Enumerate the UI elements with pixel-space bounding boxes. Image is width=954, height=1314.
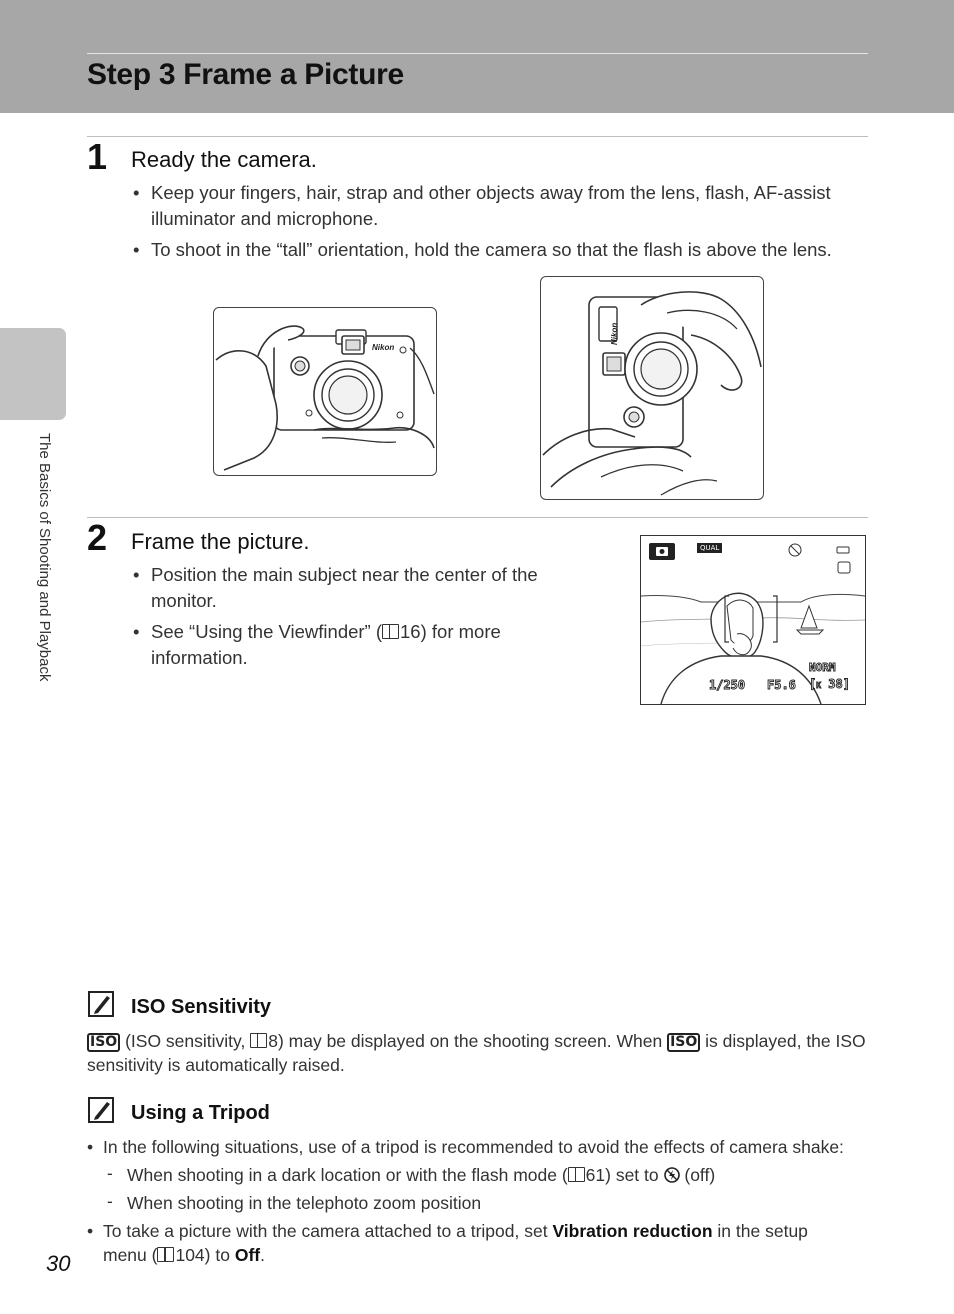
book-ref-icon xyxy=(250,1033,267,1048)
bullet-dot: • xyxy=(87,1137,94,1157)
dash-marker: - xyxy=(107,1163,113,1183)
vertical-grip-illustration xyxy=(540,276,764,500)
tripod-dash-1-ref: 61 xyxy=(585,1165,606,1185)
step1-bullet-2 xyxy=(133,237,866,263)
tripod-bullet-2-line2-mid: ) to xyxy=(204,1245,230,1265)
iso-note-text-4: sensitivity is automatically raised. xyxy=(87,1055,345,1075)
step2-number: 2 xyxy=(87,517,108,558)
iso-note-line1 xyxy=(87,1029,867,1053)
tripod-bullet-2-mid: in the setup xyxy=(717,1221,808,1241)
iso-note-title: ISO Sensitivity xyxy=(131,996,272,1018)
iso-note-text-1: (ISO sensitivity, xyxy=(125,1031,246,1051)
tripod-bullet-1-text: In the following situations, use of a tripod is recommended to avoid the effects of camera shake: xyxy=(103,1137,844,1157)
tripod-bullet-2-line2-pre: menu ( xyxy=(103,1245,158,1265)
section-tab xyxy=(0,328,66,420)
tripod-dash-1-pre: When shooting in a dark location or with the flash mode ( xyxy=(127,1165,568,1185)
note-pencil-icon xyxy=(88,1097,114,1123)
header-rule xyxy=(87,53,868,54)
tripod-note-title: Using a Tripod xyxy=(131,1102,270,1124)
step1-bullet-1 xyxy=(133,180,861,232)
flash-off-icon xyxy=(664,1167,680,1183)
tripod-bullet-2-end: . xyxy=(260,1245,265,1265)
iso-note-ref: 8 xyxy=(268,1031,278,1051)
vibration-reduction-term: Vibration reduction xyxy=(552,1221,713,1241)
camera-brand-label-vertical: Nikon xyxy=(610,322,619,345)
step2-title: Frame the picture. xyxy=(131,529,310,554)
page-number: 30 xyxy=(46,1251,71,1276)
step1-bullet-1-text: Keep your fingers, hair, strap and other objects away from the lens, flash, AF-assist illuminator and microphone. xyxy=(151,182,831,229)
horizontal-grip-drawing xyxy=(214,308,436,475)
page-header xyxy=(0,0,954,113)
iso-note-text-2: ) may be displayed on the shooting screen. When xyxy=(277,1031,663,1051)
monitor-display-illustration xyxy=(640,535,866,705)
step2-divider xyxy=(87,517,868,518)
bullet-dot: • xyxy=(133,239,140,260)
bullet-dot: • xyxy=(133,182,140,203)
monitor-qual-badge: QUAL xyxy=(697,543,722,553)
note-pencil-icon xyxy=(88,991,114,1017)
tripod-dash-2: When shooting in the telephoto zoom position xyxy=(127,1193,482,1213)
page-title: Step 3 Frame a Picture xyxy=(87,58,404,91)
tripod-bullet-2 xyxy=(87,1219,873,1243)
tripod-dash-1-end: (off) xyxy=(684,1165,716,1185)
iso-icon: ISO xyxy=(667,1033,700,1052)
tripod-bullet-2-line2 xyxy=(103,1243,873,1267)
book-ref-icon xyxy=(568,1167,585,1182)
step2-bullet-2 xyxy=(133,619,551,671)
monitor-aperture: F5.6 xyxy=(767,678,796,692)
monitor-exposures-value: 38 xyxy=(828,677,843,691)
step2-bullet-1-text: Position the main subject near the center of the monitor. xyxy=(151,564,538,611)
step2-bullet-2-ref: 16 xyxy=(400,621,421,642)
monitor-image-quality: NORM xyxy=(809,661,836,674)
step1-divider xyxy=(87,136,868,137)
tripod-bullet-2-ref: 104 xyxy=(175,1245,205,1265)
step1-title: Ready the camera. xyxy=(131,147,317,172)
camera-brand-label: Nikon xyxy=(372,343,395,352)
dash-marker: - xyxy=(107,1191,113,1211)
tripod-dash-1 xyxy=(127,1163,867,1187)
step2-bullet-1 xyxy=(133,562,571,614)
step1-bullet-2-text: To shoot in the “tall” orientation, hold the camera so that the flash is above the lens. xyxy=(151,239,832,260)
vertical-grip-drawing xyxy=(541,277,763,499)
book-ref-icon xyxy=(157,1247,174,1262)
book-ref-icon xyxy=(382,624,399,639)
iso-icon: ISO xyxy=(87,1033,120,1052)
bullet-dot: • xyxy=(133,564,140,585)
step1-number: 1 xyxy=(87,136,108,177)
monitor-exposures-remaining: [K 38] xyxy=(809,677,850,691)
horizontal-grip-illustration xyxy=(213,307,437,476)
monitor-shutter-speed: 1/250 xyxy=(709,678,746,692)
off-term: Off xyxy=(234,1245,261,1265)
tripod-bullet-1 xyxy=(87,1135,873,1159)
bullet-dot: • xyxy=(133,621,140,642)
tripod-bullet-2-pre: To take a picture with the camera attached to a tripod, set xyxy=(103,1221,548,1241)
tripod-dash-1-post: ) set to xyxy=(605,1165,659,1185)
step2-bullet-2-post: ) for more information. xyxy=(151,621,501,668)
iso-note-text-3: is displayed, the ISO xyxy=(705,1031,866,1051)
step2-bullet-2-pre: See “Using the Viewfinder” ( xyxy=(151,621,383,642)
section-tab-label: The Basics of Shooting and Playback xyxy=(36,433,53,682)
bullet-dot: • xyxy=(87,1221,94,1241)
